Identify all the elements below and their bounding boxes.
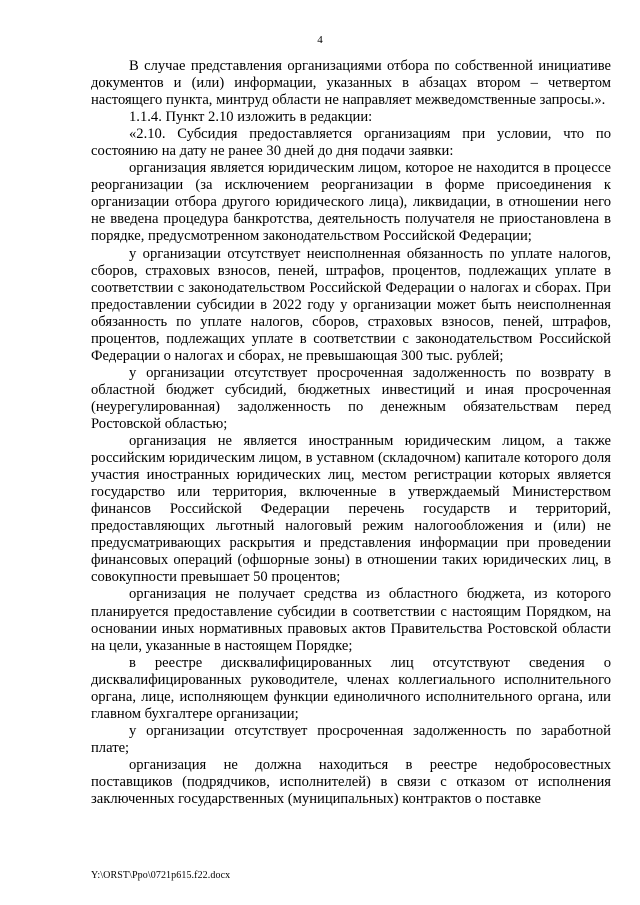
paragraph: организация не должна находиться в реестре недобросовестных поставщиков (подрядчиков, исполнителей) в связи с отказом от исполнения заключенных государственных (муниципальных) контрактов о поставке bbox=[91, 756, 611, 808]
footer-file-path: Y:\ORST\Ppo\0721p615.f22.docx bbox=[91, 870, 231, 881]
paragraph: у организации отсутствует просроченная задолженность по возврату в областной бюджет субсидий, бюджетных инвестиций и иная просроченная (неурегулированная) задолженность по денежным обязательствам перед Ростовской областью; bbox=[91, 364, 611, 432]
paragraph: в реестре дисквалифицированных лиц отсутствуют сведения о дисквалифицированных руководителе, членах коллегиального исполнительного органа, лице, исполняющем функции единоличного исполнительного органа, или главном бухгалтере организации; bbox=[91, 654, 611, 722]
paragraph: организация не является иностранным юридическим лицом, а также российским юридическим лицом, в уставном (складочном) капитале которого доля участия иностранных юридических лиц, местом регистрации которых является государство или территория, включенные в утверждаемый Министерством финансов Российской Федерации перечень государств и территорий, предоставляющих льготный налоговый режим налогообложения и (или) не предусматривающих раскрытия и представления информации при проведении финансовых операций (офшорные зоны) в отношении таких юридических лиц, в совокупности превышает 50 процентов; bbox=[91, 433, 611, 586]
page-number: 4 bbox=[317, 34, 323, 46]
paragraph: «2.10. Субсидия предоставляется организациям при условии, что по состоянию на дату не ранее 30 дней до дня подачи заявки: bbox=[91, 126, 611, 160]
paragraph: 1.1.4. Пункт 2.10 изложить в редакции: bbox=[129, 109, 373, 126]
paragraph: у организации отсутствует просроченная задолженность по заработной плате; bbox=[91, 722, 611, 756]
paragraph: В случае представления организациями отбора по собственной инициативе документов и (или) информации, указанных в абзацах втором – четвертом настоящего пункта, минтруд области не направляет межведомственные запросы.». bbox=[91, 58, 611, 109]
paragraph: организация не получает средства из областного бюджета, из которого планируется предоставление субсидии в соответствии с настоящим Порядком, на основании иных нормативных правовых актов Правительства Ростовской области на цели, указанные в настоящем Порядке; bbox=[91, 586, 611, 654]
paragraph: у организации отсутствует неисполненная обязанность по уплате налогов, сборов, страховых взносов, пеней, штрафов, процентов, подлежащих уплате в соответствии с законодательством Российской Федерации о налогах и сборах. При предоставлении субсидии в 2022 году у организации может быть неисполненная обязанность по уплате налогов, сборов, страховых взносов, пеней, штрафов, процентов, подлежащих уплате в соответствии с законодательством Российской Федерации о налогах и сборах, не превышающая 300 тыс. рублей; bbox=[91, 245, 611, 364]
document-body bbox=[91, 58, 611, 808]
paragraph: организация является юридическим лицом, которое не находится в процессе реорганизации (за исключением реорганизации в форме присоединения к организации отбора другого юридического лица), ликвидации, в отношении него не введена процедура банкротства, деятельность получателя не приостановлена в порядке, предусмотренном законодательством Российской Федерации; bbox=[91, 160, 611, 245]
